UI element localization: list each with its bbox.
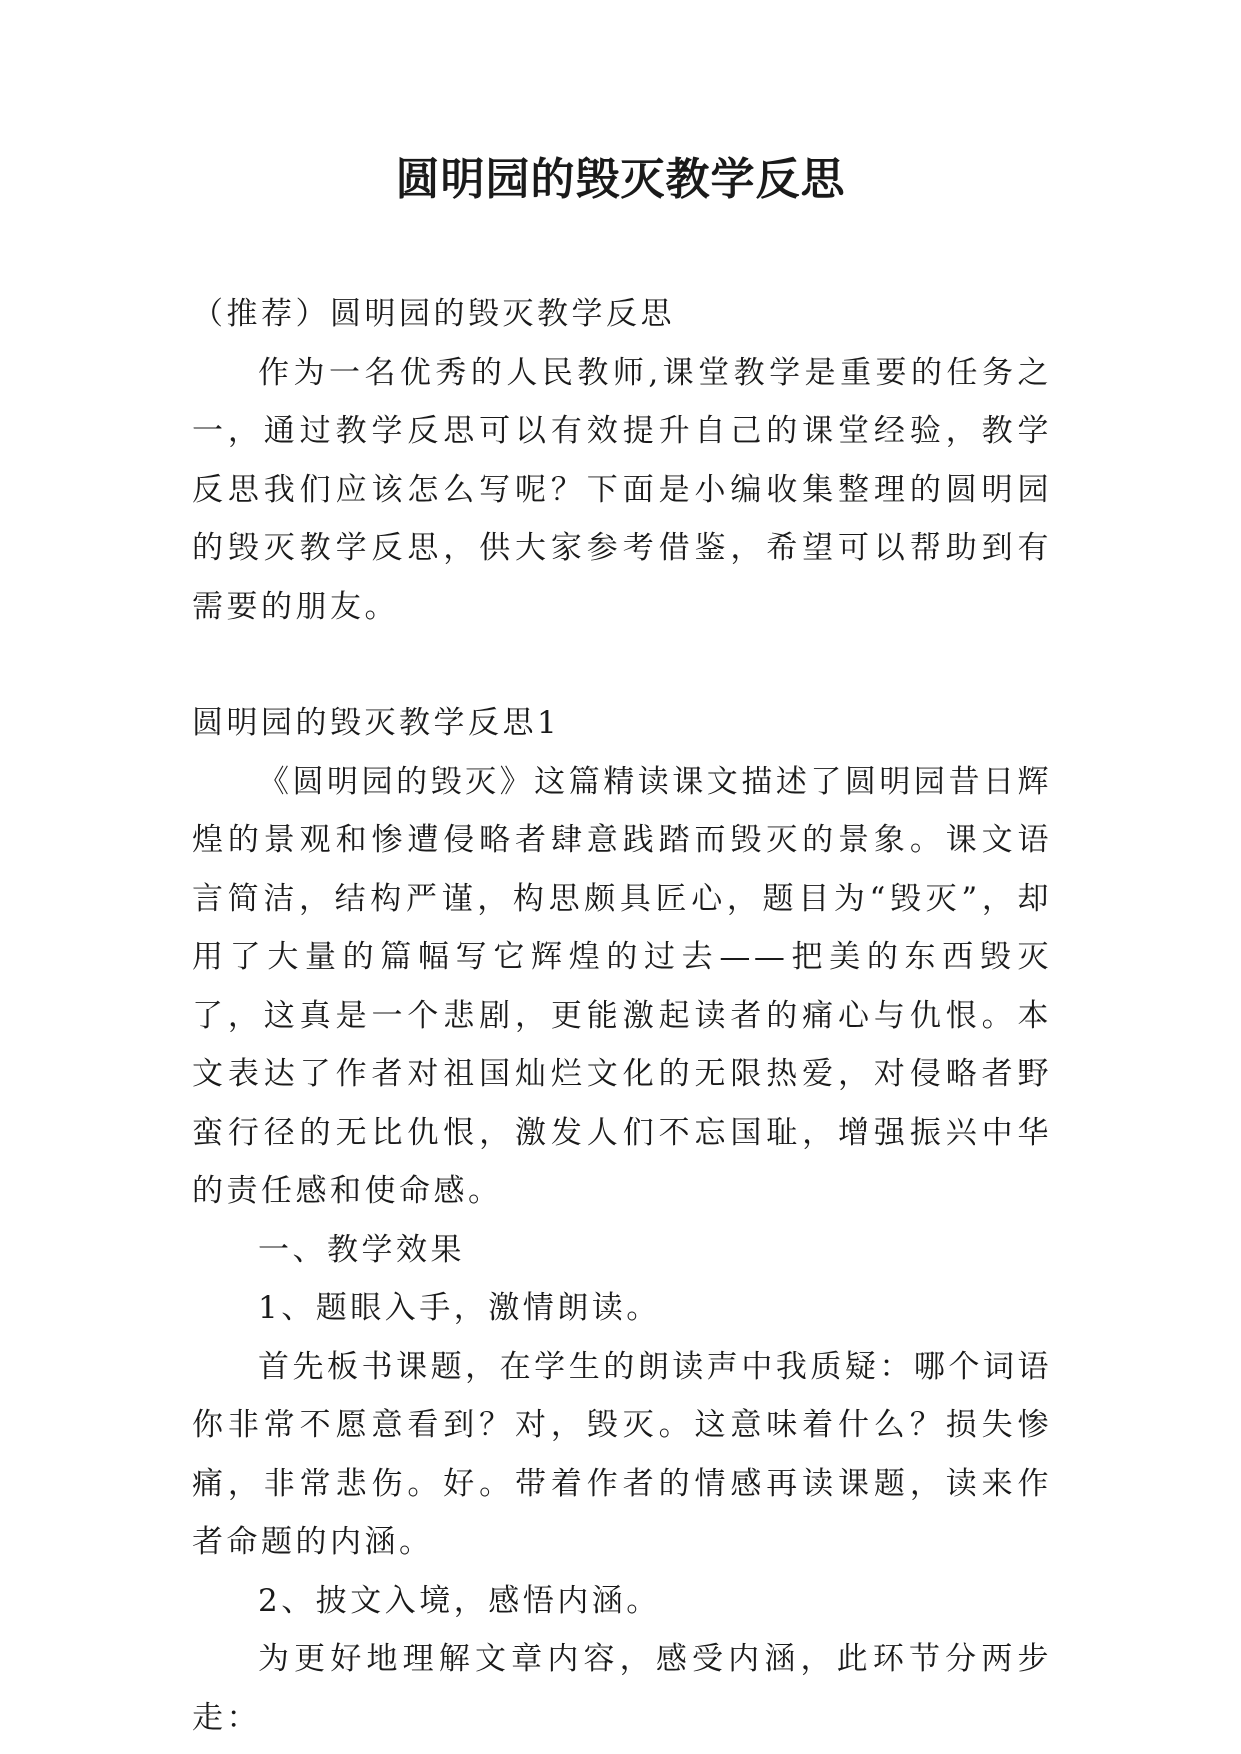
item2-heading: 2、披文入境，感悟内涵。 — [258, 1582, 661, 1619]
item1-paragraph: 首先板书课题，在学生的朗读声中我质疑：哪个词语你非常不愿意看到？对，毁灭。这意味着什么？损失惨痛，非常悲伤。好。带着作者的情感再读课题，读来作者命题的内涵。 — [192, 1348, 1052, 1560]
document-body — [192, 285, 1052, 1747]
section1-paragraph: 《圆明园的毁灭》这篇精读课文描述了圆明园昔日辉煌的景观和惨遭侵略者肆意践踏而毁灭的景象。课文语言简洁，结构严谨，构思颇具匠心，题目为“毁灭”，却用了大量的篇幅写它辉煌的过去——把美的东西毁灭了，这真是一个悲剧，更能激起读者的痛心与仇恨。本文表达了作者对祖国灿烂文化的无限热爱，对侵略者野蛮行径的无比仇恨，激发人们不忘国耻，增强振兴中华的责任感和使命感。 — [192, 763, 1052, 1209]
item2-paragraph: 为更好地理解文章内容，感受内涵，此环节分两步走： — [192, 1641, 1052, 1736]
section-gap — [192, 636, 1052, 694]
subtitle: （推荐）圆明园的毁灭教学反思 — [192, 296, 675, 332]
item1-heading: 1、题眼入手，激情朗读。 — [258, 1290, 661, 1326]
intro-paragraph: 作为一名优秀的人民教师,课堂教学是重要的任务之一，通过教学反思可以有效提升自己的课堂经验，教学反思我们应该怎么写呢？下面是小编收集整理的圆明园的毁灭教学反思，供大家参考借鉴，希望可以帮助到有需要的朋友。 — [192, 354, 1052, 625]
section1-heading: 圆明园的毁灭教学反思1 — [192, 705, 561, 741]
document-title: 圆明园的毁灭教学反思 — [395, 154, 846, 205]
part1-heading: 一、教学效果 — [258, 1231, 465, 1268]
